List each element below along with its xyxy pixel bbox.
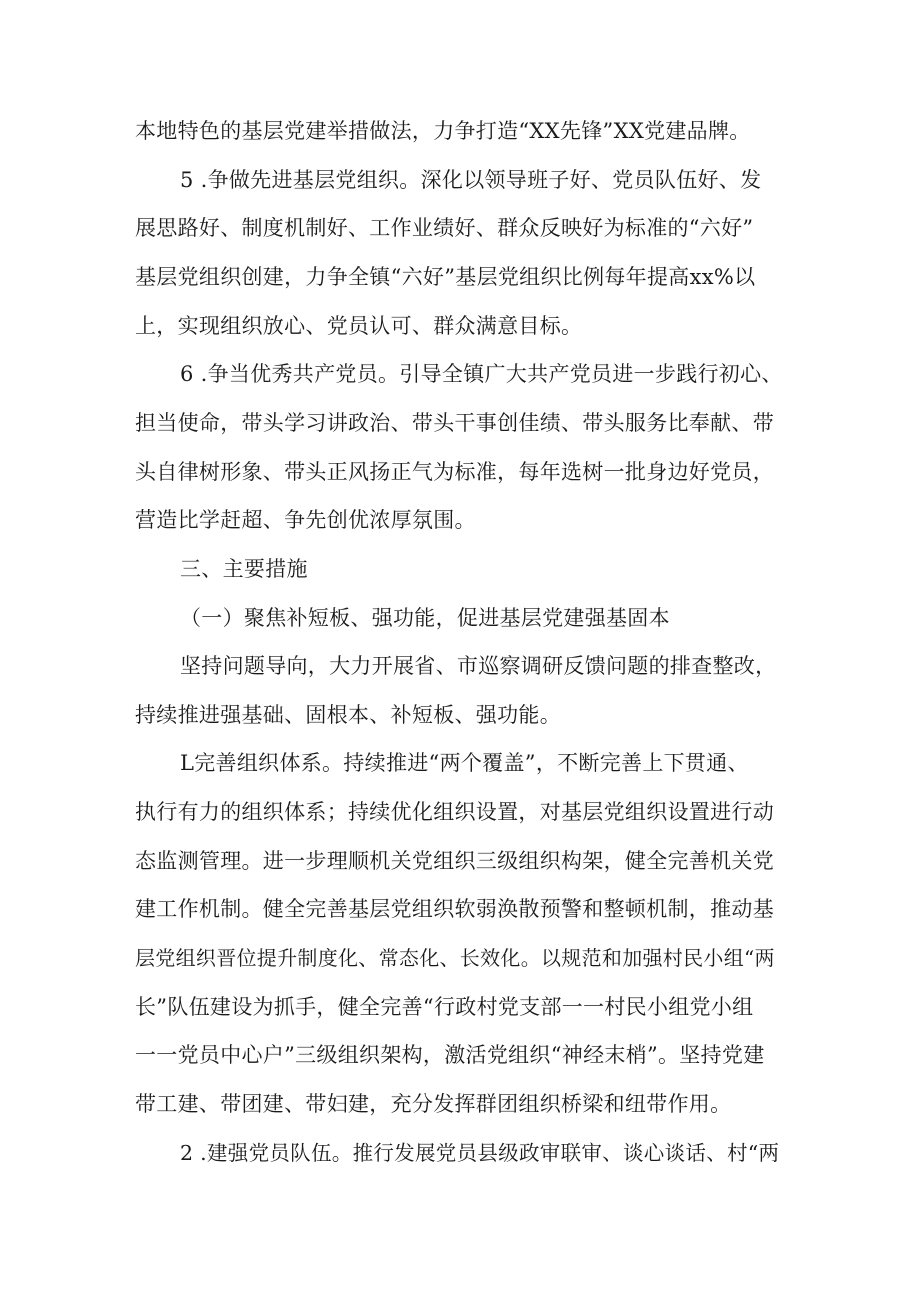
section-heading: 三、主要措施 (180, 557, 308, 581)
text-line: 本地特色的基层党建举措做法，力争打造“XX先锋”XX党建品牌。 (135, 119, 751, 143)
text-line: 营造比学赶超、争先创优浓厚氛围。 (135, 508, 476, 532)
text-line: 一一党员中心户”三级组织架构，激活党组织“神经末梢”。坚持党建 (135, 1043, 765, 1067)
text-line: 展思路好、制度机制好、工作业绩好、群众反映好为标准的“六好” (135, 216, 754, 240)
subsection-heading: （一）聚焦补短板、强功能，促进基层党建强基固本 (180, 606, 670, 630)
text-line: 2 .建强党员队伍。推行发展党员县级政审联审、谈心谈话、村“两 (180, 1141, 780, 1165)
text-line: 6 .争当优秀共产党员。引导全镇广大共产党员进一步践行初心、 (180, 362, 783, 386)
text-line: 头自律树形象、带头正风扬正气为标准，每年选树一批身边好党员， (135, 460, 774, 484)
text-line: 5 .争做先进基层党组织。深化以领导班子好、党员队伍好、发 (180, 168, 762, 192)
text-line: 持续推进强基础、固根本、补短板、强功能。 (135, 703, 561, 727)
text-line: 上，实现组织放心、党员认可、群众满意目标。 (135, 314, 583, 338)
text-line: 态监测管理。进一步理顺机关党组织三级组织构架，健全完善机关党 (135, 849, 774, 873)
text-line: 执行有力的组织体系；持续优化组织设置，对基层党组织设置进行动 (135, 800, 774, 824)
text-line: 基层党组织创建，力争全镇“六好”基层党组织比例每年提高xx%以 (135, 265, 756, 289)
text-line: L完善组织体系。持续推进“两个覆盖”，不断完善上下贯通、 (180, 751, 749, 775)
text-line: 层党组织晋位提升制度化、常态化、长效化。以规范和加强村民小组“两 (135, 946, 775, 970)
text-line: 带工建、带团建、带妇建，充分发挥群团组织桥梁和纽带作用。 (135, 1092, 732, 1116)
text-line: 担当使命，带头学习讲政治、带头干事创佳绩、带头服务比奉献、带 (135, 411, 774, 435)
text-line: 建工作机制。健全完善基层党组织软弱涣散预警和整顿机制，推动基 (135, 897, 774, 921)
text-line: 坚持问题导向，大力开展省、市巡察调研反馈问题的排查整改， (180, 654, 777, 678)
text-line: 长”队伍建设为抓手，健全完善“行政村党支部一一村民小组党小组 (135, 995, 754, 1019)
